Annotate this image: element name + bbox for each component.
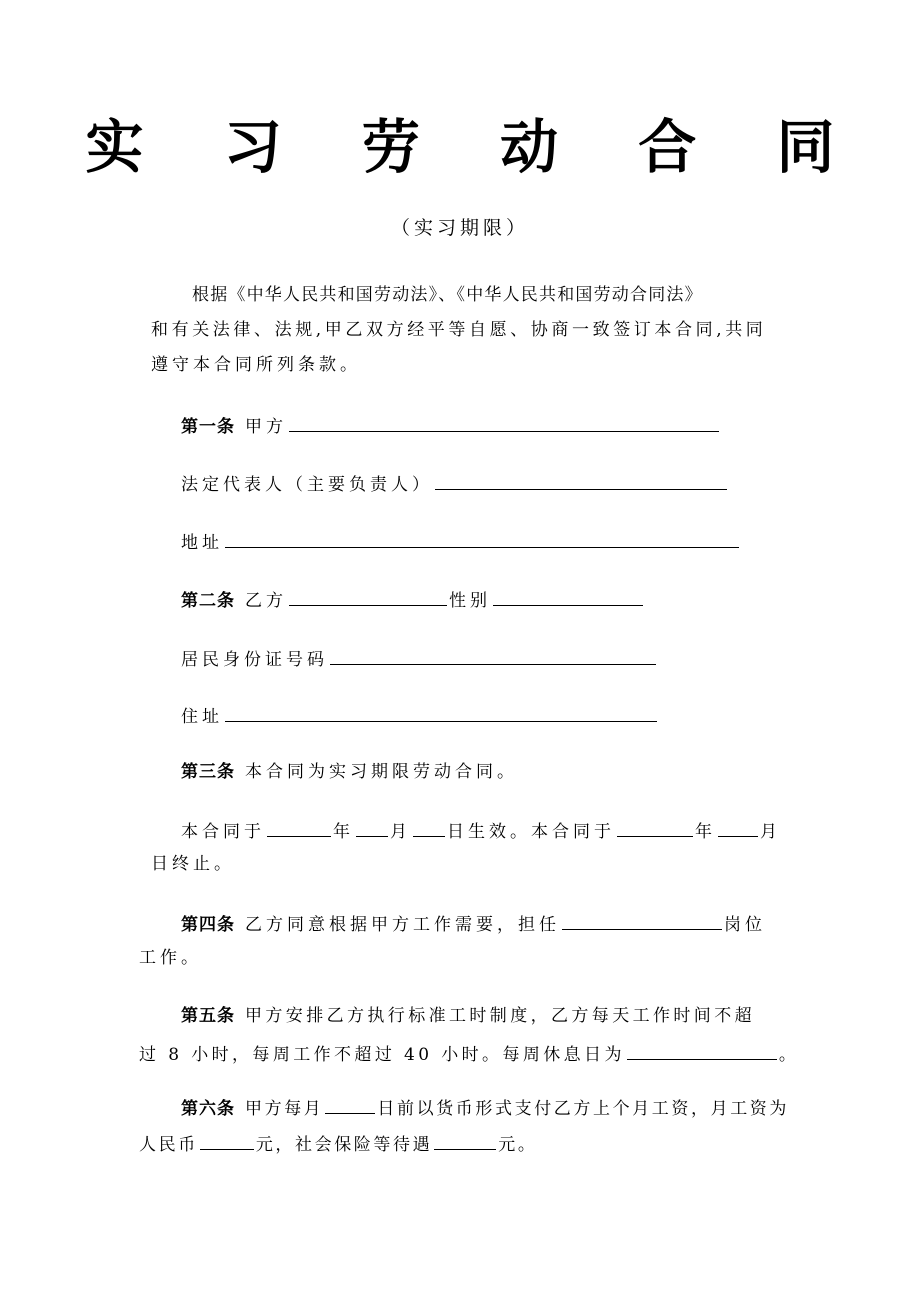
legal-rep-row <box>181 470 729 497</box>
position-blank[interactable] <box>562 910 722 930</box>
article-3-text <box>181 760 518 784</box>
gender-label: 性别 <box>449 591 491 611</box>
article-5-line-1 <box>181 1004 755 1028</box>
preamble-line-3: 遵守本合同所列条款。 <box>151 355 361 375</box>
id-number-label: 居民身份证号码 <box>181 650 328 670</box>
party-b-label: 乙方 <box>245 591 287 611</box>
article-5-content: 甲方安排乙方执行标准工时制度，乙方每天工作时间不超 <box>245 1006 755 1026</box>
article-2-party-b <box>181 586 645 613</box>
year-label-2: 年 <box>695 822 716 842</box>
article-2-label: 第二条 <box>181 591 235 611</box>
article-6-line-2 <box>139 1130 537 1157</box>
address-row <box>181 528 741 555</box>
start-month-blank[interactable] <box>356 817 388 837</box>
year-label: 年 <box>333 822 354 842</box>
day-effective-text: 日生效。本合同于 <box>447 822 615 842</box>
gender-blank[interactable] <box>493 586 643 606</box>
article-3-dates <box>181 817 781 844</box>
legal-rep-blank[interactable] <box>435 470 727 490</box>
month-label: 月 <box>390 822 411 842</box>
rest-day-blank[interactable] <box>627 1040 777 1060</box>
article-1-label: 第一条 <box>181 417 235 437</box>
end-month-blank[interactable] <box>718 817 758 837</box>
article-6-text-e: 元。 <box>498 1135 538 1155</box>
article-4-label: 第四条 <box>181 915 235 935</box>
article-6-line-1 <box>181 1094 789 1121</box>
preamble-line-1: 根据《中华人民共和国劳动法》、《中华人民共和国劳动合同法》 <box>192 285 703 305</box>
legal-rep-label: 法定代表人（主要负责人） <box>181 475 433 495</box>
insurance-blank[interactable] <box>434 1130 496 1150</box>
party-a-blank[interactable] <box>289 412 719 432</box>
article-6-text-b: 日前以货币形式支付乙方上个月工资，月工资为 <box>377 1099 790 1119</box>
article-5-line-2 <box>139 1040 799 1067</box>
article-6-text-a: 甲方每月 <box>245 1099 324 1119</box>
pay-day-blank[interactable] <box>325 1094 375 1114</box>
position-suffix: 岗位 <box>724 915 766 935</box>
effective-prefix: 本合同于 <box>181 822 265 842</box>
article-4-line-2: 工作。 <box>139 948 202 968</box>
page-subtitle: （实习期限） <box>390 217 529 239</box>
start-day-blank[interactable] <box>413 817 445 837</box>
article-6-label: 第六条 <box>181 1099 235 1119</box>
residence-blank[interactable] <box>225 702 657 722</box>
article-4-text <box>181 910 766 937</box>
article-3-label: 第三条 <box>181 762 235 782</box>
residence-label: 住址 <box>181 707 223 727</box>
article-5-end: 。 <box>778 1045 800 1065</box>
article-5-content-2: 过 8 小时，每周工作不超过 40 小时。每周休息日为 <box>139 1045 625 1065</box>
party-b-blank[interactable] <box>289 586 447 606</box>
article-6-text-c: 人民币 <box>139 1135 198 1155</box>
article-6-text-d: 元，社会保险等待遇 <box>255 1135 433 1155</box>
article-1-party-a <box>181 412 721 439</box>
article-5-label: 第五条 <box>181 1006 235 1026</box>
id-number-blank[interactable] <box>330 645 656 665</box>
preamble-line-2: 和有关法律、法规,甲乙双方经平等自愿、协商一致签订本合同,共同 <box>151 320 767 340</box>
party-a-label: 甲方 <box>245 417 287 437</box>
start-year-blank[interactable] <box>267 817 331 837</box>
salary-blank[interactable] <box>200 1130 254 1150</box>
page-title: 实 习 劳 动 合 同 <box>85 113 865 181</box>
article-3-end: 日终止。 <box>151 854 235 874</box>
article-4-content: 乙方同意根据甲方工作需要，担任 <box>245 915 560 935</box>
article-3-content: 本合同为实习期限劳动合同。 <box>245 762 518 782</box>
residence-row <box>181 702 659 729</box>
address-label: 地址 <box>181 533 223 553</box>
address-blank[interactable] <box>225 528 739 548</box>
month-label-2: 月 <box>760 822 781 842</box>
end-year-blank[interactable] <box>617 817 693 837</box>
id-number-row <box>181 645 658 672</box>
